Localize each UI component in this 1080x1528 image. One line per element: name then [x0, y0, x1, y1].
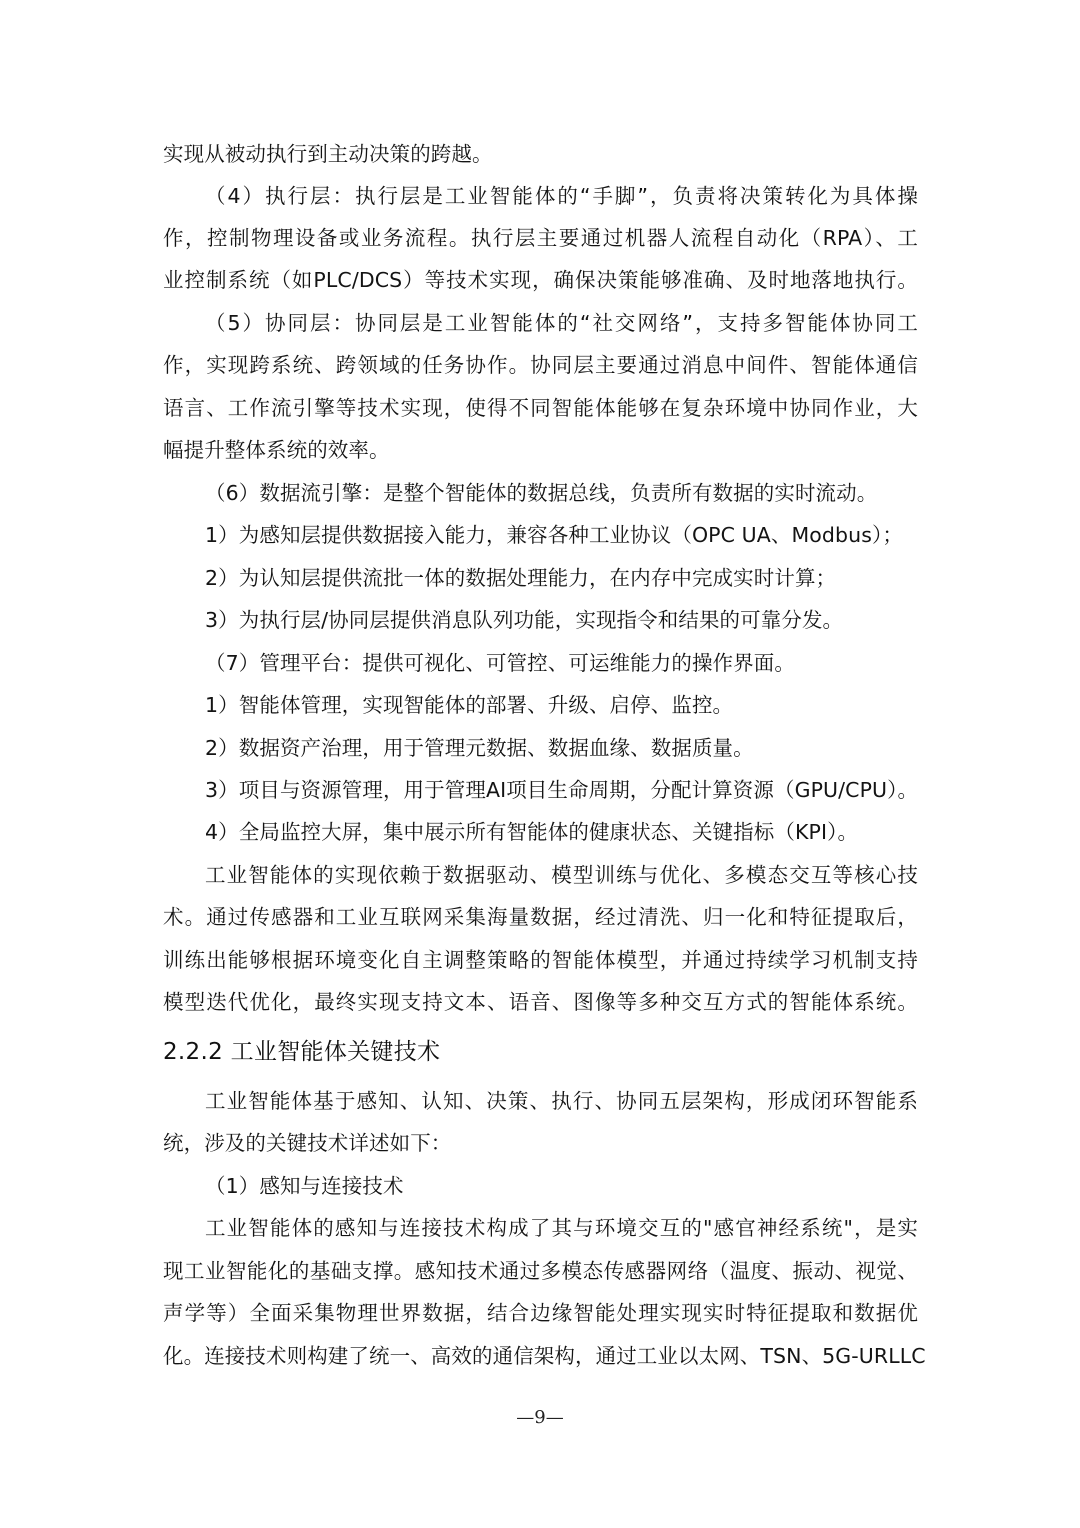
- body-text-line: 统，涉及的关键技术详述如下：: [163, 1131, 452, 1155]
- list-item: 4）全局监控大屏，集中展示所有智能体的健康状态、关键指标（KPI）。: [205, 820, 859, 844]
- body-text-line: 现工业智能化的基础支撑。感知技术通过多模态传感器网络（温度、振动、视觉、: [163, 1259, 918, 1283]
- body-text-line: 作，控制物理设备或业务流程。执行层主要通过机器人流程自动化（RPA）、工: [163, 226, 918, 250]
- list-item: 1）为感知层提供数据接入能力，兼容各种工业协议（OPC UA、Modbus）；: [205, 523, 903, 547]
- list-item: 1）智能体管理，实现智能体的部署、升级、启停、监控。: [205, 693, 734, 717]
- body-text-line: 工业智能体基于感知、认知、决策、执行、协同五层架构，形成闭环智能系: [205, 1089, 918, 1113]
- body-text-line: 实现从被动执行到主动决策的跨越。: [163, 142, 493, 166]
- body-text-line: （4）执行层：执行层是工业智能体的“手脚”，负责将决策转化为具体操: [205, 184, 918, 208]
- body-text-line: 化。连接技术则构建了统一、高效的通信架构，通过工业以太网、TSN、5G-URLLC: [163, 1344, 926, 1368]
- body-text-line: 术。通过传感器和工业互联网采集海量数据，经过清洗、归一化和特征提取后，: [163, 905, 918, 929]
- body-text-line: 模型迭代优化，最终实现支持文本、语音、图像等多种交互方式的智能体系统。: [163, 990, 918, 1014]
- list-item: 3）项目与资源管理，用于管理AI项目生命周期，分配计算资源（GPU/CPU）。: [205, 778, 919, 802]
- subsection-heading: （1）感知与连接技术: [205, 1174, 404, 1198]
- list-item: 2）为认知层提供流批一体的数据处理能力，在内存中完成实时计算；: [205, 566, 837, 590]
- page-number: —9—: [516, 1407, 564, 1428]
- body-text-line: 语言、工作流引擎等技术实现，使得不同智能体能够在复杂环境中协同作业，大: [163, 396, 918, 420]
- list-heading: （7）管理平台：提供可视化、可管控、可运维能力的操作界面。: [205, 651, 795, 675]
- list-heading: （6）数据流引擎：是整个智能体的数据总线，负责所有数据的实时流动。: [205, 481, 878, 505]
- body-text-line: 工业智能体的实现依赖于数据驱动、模型训练与优化、多模态交互等核心技: [205, 863, 918, 887]
- body-text-line: 工业智能体的感知与连接技术构成了其与环境交互的"感官神经系统"，是实: [205, 1216, 918, 1240]
- body-text-line: 幅提升整体系统的效率。: [163, 438, 390, 462]
- body-text-line: 业控制系统（如PLC/DCS）等技术实现，确保决策能够准确、及时地落地执行。: [163, 268, 918, 292]
- section-heading: 2.2.2 工业智能体关键技术: [163, 1039, 441, 1065]
- body-text-line: 训练出能够根据环境变化自主调整策略的智能体模型，并通过持续学习机制支持: [163, 948, 918, 972]
- body-text-line: 作，实现跨系统、跨领域的任务协作。协同层主要通过消息中间件、智能体通信: [163, 353, 918, 377]
- body-text-line: （5）协同层：协同层是工业智能体的“社交网络”，支持多智能体协同工: [205, 311, 918, 335]
- body-text-line: 声学等）全面采集物理世界数据，结合边缘智能处理实现实时特征提取和数据优: [163, 1301, 918, 1325]
- list-item: 3）为执行层/协同层提供消息队列功能，实现指令和结果的可靠分发。: [205, 608, 844, 632]
- list-item: 2）数据资产治理，用于管理元数据、数据血缘、数据质量。: [205, 736, 754, 760]
